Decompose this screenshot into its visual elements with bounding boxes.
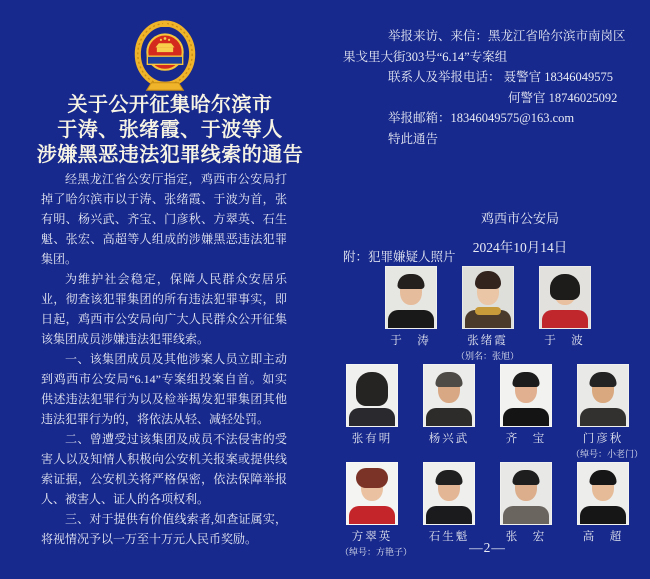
page-number: —2— [469, 540, 506, 555]
avatar-scarf [475, 307, 501, 315]
avatar-hair [550, 274, 580, 300]
avatar-torso [542, 310, 588, 328]
suspect-name: 门彦秋 [582, 433, 624, 445]
suspect-card [379, 266, 443, 362]
avatar-torso [388, 310, 434, 328]
suspect-name: 高 超 [582, 531, 624, 543]
suspect-card [571, 364, 644, 460]
report-address-line-1: 举报来访、来信：黑龙江省哈尔滨市南岗区 [388, 29, 626, 43]
suspect-alias: （别名：张旭） [455, 351, 519, 361]
suspect-name: 张绪霞 [467, 335, 508, 347]
notice-title-line: 于涛、张绪霞、于波等人 [57, 119, 283, 141]
suspect-photo [423, 364, 475, 427]
suspect-photo [500, 364, 552, 427]
suspect-name: 张 宏 [505, 531, 547, 543]
suspect-photo [385, 266, 437, 329]
avatar-torso [503, 408, 549, 426]
avatar-hair [436, 372, 463, 387]
avatar-hair [513, 372, 540, 387]
suspect-photo [500, 462, 552, 525]
avatar-torso [580, 506, 626, 524]
suspect-name: 张有明 [351, 433, 393, 445]
avatar-torso [426, 506, 472, 524]
notice-paragraph: 二、曾遭受过该集团及成员不法侵害的受害人以及知情人积极向公安机关报案或提供线索证据，公安机关将严格保密，依法保障举报人、被害人、证人的各项权利。 [41, 432, 287, 506]
suspect-alias: （绰号：小老门） [571, 449, 644, 459]
avatar-hair [397, 274, 424, 289]
suspect-photo [423, 462, 475, 525]
suspect-photo [346, 462, 398, 525]
report-address-line-2: 果戈里大街303号“6.14”专案组 [343, 49, 508, 64]
suspect-name: 于 涛 [390, 335, 431, 347]
avatar-hair [436, 470, 463, 485]
avatar-hair [475, 271, 501, 289]
police-badge-icon [131, 19, 199, 92]
avatar-hair [356, 468, 388, 488]
report-phone-line-1: 联系人及举报电话： 聂警官 18346049575 [388, 70, 614, 84]
notice-paragraph: 三、对于提供有价值线索者,如查证属实，将视情况予以一万至十万元人民币奖励。 [41, 512, 287, 546]
notice-paragraph: 经黑龙江省公安厅指定，鸡西市公安局打掉了哈尔滨市以于涛、张绪霞、于波为首，张有明、杨兴武、齐宝、门彦秋、方翠英、石生魁、张宏、高超等人组成的涉嫌黑恶违法犯罪集团。 [41, 172, 287, 266]
avatar-hair [356, 372, 388, 406]
report-contact-block [343, 26, 643, 149]
avatar-torso [349, 506, 395, 524]
suspect-card [533, 266, 597, 362]
notice-title-line: 涉嫌黑恶违法犯罪线索的通告 [36, 144, 304, 166]
avatar-torso [503, 506, 549, 524]
report-phone-line-2: 何警官 18746025092 [508, 90, 618, 105]
suspect-photo [539, 266, 591, 329]
suspect-name: 石生魁 [428, 531, 470, 543]
report-closing-line: 特此通告 [388, 131, 439, 146]
suspect-name: 杨兴武 [428, 433, 470, 445]
photo-row [340, 364, 644, 460]
notice-title [10, 93, 330, 168]
suspect-photo [346, 364, 398, 427]
suspect-name: 齐 宝 [505, 433, 547, 445]
avatar-torso [426, 408, 472, 426]
avatar-hair [513, 470, 540, 485]
signature-block [430, 208, 610, 256]
suspect-photo [577, 462, 629, 525]
avatar-hair [590, 372, 617, 387]
report-email-line: 举报邮箱：18346049575@163.com [388, 111, 575, 125]
suspect-photo [462, 266, 514, 329]
notice-title-line: 关于公开征集哈尔滨市 [67, 94, 273, 116]
attachment-label: 附：犯罪嫌疑人照片 [343, 250, 456, 264]
suspect-card [340, 364, 404, 460]
suspect-alias: （绰号：方艳子） [340, 547, 413, 557]
signature-org: 鸡西市公安局 [480, 211, 559, 226]
avatar-torso [580, 408, 626, 426]
avatar-torso [349, 408, 395, 426]
photo-row [379, 266, 597, 362]
suspect-photo-grid [325, 266, 650, 560]
suspect-name: 于 波 [544, 335, 585, 347]
suspect-card [456, 266, 520, 362]
suspect-card [494, 364, 558, 460]
suspect-name: 方翠英 [351, 531, 393, 543]
notice-paragraph: 为维护社会稳定，保障人民群众安居乐业，彻查该犯罪集团的所有违法犯罪事实，即日起，鸡西市公安局向广大人民群众公开征集该集团成员涉嫌违法犯罪线索。 [41, 272, 287, 346]
signature-date: 2024年10月14日 [472, 240, 568, 255]
avatar-hair [590, 470, 617, 485]
notice-paragraph: 一、该集团成员及其他涉案人员立即主动到鸡西市公安局“6.14”专案组投案自首。如实供述违法犯罪行为以及检举揭发犯罪集团其他违法犯罪行为的，将依法从轻、减轻处罚。 [41, 352, 287, 426]
suspect-card [417, 364, 481, 460]
notice-body [41, 169, 287, 549]
suspect-photo [577, 364, 629, 427]
